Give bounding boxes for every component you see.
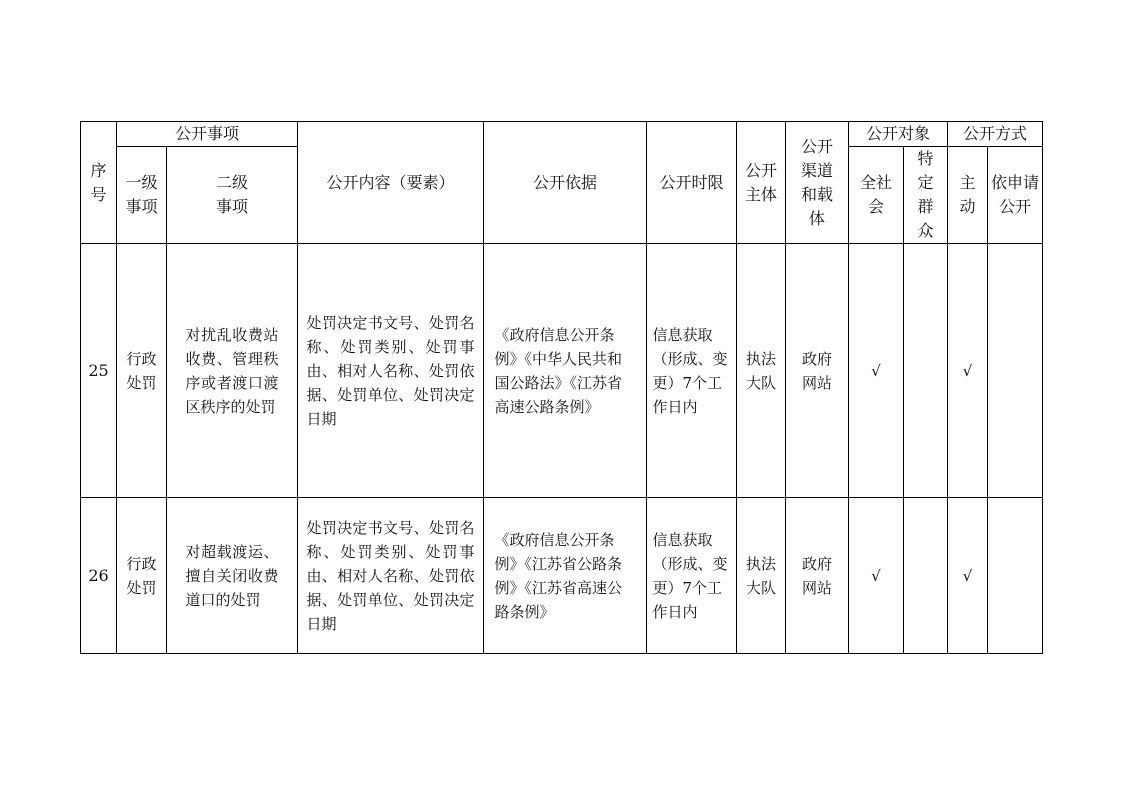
header-row-1 — [81, 122, 1043, 147]
row-time-limit: 信息获取（形成、变更）7个工作日内 — [647, 498, 737, 654]
header-method-request: 依申请公开 — [988, 147, 1043, 244]
row-method-request — [988, 244, 1043, 498]
row-time-limit: 信息获取（形成、变更）7个工作日内 — [647, 244, 737, 498]
header-basis: 公开依据 — [484, 122, 647, 244]
header-content: 公开内容（要素） — [298, 122, 484, 244]
header-subject: 公开主体 — [737, 122, 786, 244]
header-time-limit: 公开时限 — [647, 122, 737, 244]
header-level2: 二级事项 — [167, 147, 298, 244]
row-method-request — [988, 498, 1043, 654]
row-method-active: √ — [948, 498, 988, 654]
row-channel: 政府网站 — [786, 498, 849, 654]
row-target-all: √ — [849, 498, 904, 654]
row-method-active: √ — [948, 244, 988, 498]
row-target-specific — [904, 244, 948, 498]
disclosure-table — [80, 121, 1043, 654]
table-row — [81, 244, 1043, 498]
table-row — [81, 498, 1043, 654]
row-seq: 25 — [81, 244, 117, 498]
row-channel: 政府网站 — [786, 244, 849, 498]
header-target-specific: 特定群众 — [904, 147, 948, 244]
row-subject: 执法大队 — [737, 244, 786, 498]
header-group-items: 公开事项 — [117, 122, 298, 147]
row-level2: 对扰乱收费站收费、管理秩序或者渡口渡区秩序的处罚 — [167, 244, 298, 498]
row-target-specific — [904, 498, 948, 654]
header-channel: 公开渠道和载体 — [786, 122, 849, 244]
row-content: 处罚决定书文号、处罚名称、处罚类别、处罚事由、相对人名称、处罚依据、处罚单位、处罚决定日期 — [298, 244, 484, 498]
header-group-method: 公开方式 — [948, 122, 1043, 147]
header-group-target: 公开对象 — [849, 122, 948, 147]
header-seq: 序号 — [81, 122, 117, 244]
header-method-active: 主动 — [948, 147, 988, 244]
row-subject: 执法大队 — [737, 498, 786, 654]
row-content: 处罚决定书文号、处罚名称、处罚类别、处罚事由、相对人名称、处罚依据、处罚单位、处罚决定日期 — [298, 498, 484, 654]
header-target-all: 全社会 — [849, 147, 904, 244]
row-seq: 26 — [81, 498, 117, 654]
row-target-all: √ — [849, 244, 904, 498]
row-level2: 对超载渡运、擅自关闭收费道口的处罚 — [167, 498, 298, 654]
row-basis: 《政府信息公开条例》《中华人民共和国公路法》《江苏省高速公路条例》 — [484, 244, 647, 498]
row-level1: 行政处罚 — [117, 498, 167, 654]
header-level1: 一级事项 — [117, 147, 167, 244]
row-basis: 《政府信息公开条例》《江苏省公路条例》《江苏省高速公路条例》 — [484, 498, 647, 654]
row-level1: 行政处罚 — [117, 244, 167, 498]
